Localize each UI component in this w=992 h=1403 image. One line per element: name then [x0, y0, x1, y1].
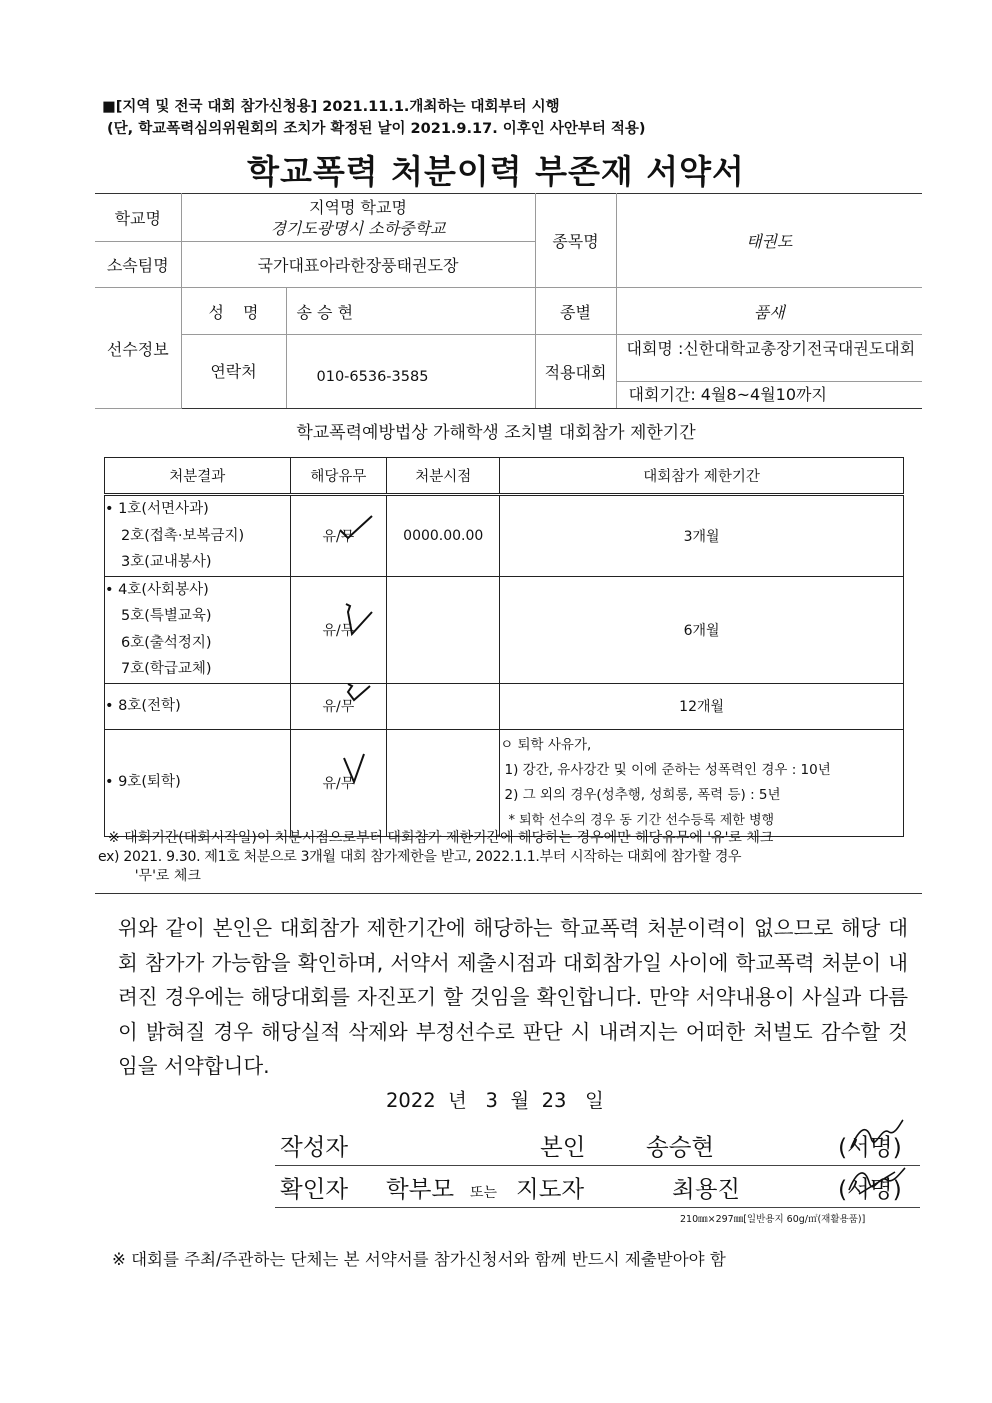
info-table	[95, 193, 922, 409]
row2-applicable: 유/무	[290, 576, 387, 683]
check-mark-icon	[336, 512, 376, 542]
writer-sign-label: (서명)	[838, 1133, 902, 1161]
divider	[95, 893, 922, 894]
writer-label: 작성자	[280, 1133, 349, 1161]
signature-line	[275, 1207, 920, 1208]
signature-line	[275, 1165, 920, 1166]
event-value: 품새	[616, 288, 922, 335]
check-mark-icon	[340, 752, 370, 788]
contact-label: 연락처	[181, 335, 286, 409]
table-row	[105, 683, 904, 729]
row4-items: • 9호(퇴학)	[105, 729, 291, 836]
table-row	[105, 495, 904, 577]
confirm-role-parent: 학부모	[386, 1175, 455, 1203]
name-value: 송 승 현	[286, 288, 535, 335]
school-header: 지역명 학교명	[309, 197, 407, 217]
notice	[102, 96, 646, 140]
competition-period: 대회기간: 4월8~4월10까지	[628, 385, 827, 404]
row1-period: 3개월	[500, 495, 904, 577]
table-row	[105, 729, 904, 836]
date-month: 3	[485, 1089, 498, 1112]
school-cell	[181, 194, 535, 242]
player-label: 선수정보	[95, 288, 181, 409]
row2-period: 6개월	[500, 576, 904, 683]
date-day-unit: 일	[585, 1089, 604, 1112]
note-3: '무'로 체크	[108, 868, 201, 884]
contact-value: 010-6536-3585	[286, 335, 535, 409]
footer-note: ※ 대회를 주최/주관하는 단체는 본 서약서를 참가신청서와 함께 반드시 제출받아야 함	[112, 1250, 726, 1269]
row3-items: • 8호(전학)	[105, 683, 291, 729]
note-block	[98, 829, 774, 886]
header-applicable: 해당유무	[290, 458, 387, 495]
name-label: 성 명	[181, 288, 286, 335]
notice-line-1: ■[지역 및 전국 대회 참가신청용] 2021.11.1.개최하는 대회부터 시행	[102, 99, 560, 115]
date-year: 2022	[386, 1089, 436, 1112]
row2-items: • 4호(사회봉사) 5호(특별교육) 6호(출석정지) 7호(학급교체)	[105, 576, 291, 683]
team-label: 소속팀명	[95, 242, 181, 288]
restriction-subtitle: 학교폭력예방법상 가해학생 조치별 대회참가 제한기간	[296, 423, 696, 443]
table-row	[105, 576, 904, 683]
note-1: ※ 대회기간(대회시작일)이 처분시점으로부터 대회참가 제한기간에 해당하는 경우에만 해당유무에 '유'로 체크	[108, 830, 774, 846]
school-label: 학교명	[95, 194, 181, 242]
competition-name: 대회명 :신한대학교총장기전국대권도대회	[617, 335, 923, 382]
restriction-table	[104, 457, 904, 837]
pledge-text: 위와 같이 본인은 대회참가 제한기간에 해당하는 학교폭력 처분이력이 없으므로 해당 대회 참가가 가능함을 확인하며, 서약서 제출시점과 대회참가일 사이에 학교폭력 처분이 내려진 경우에는 해당대회를 자진포기 할 것임을 확인합니다. 만약 서약내용이 사실과 다름이 밝혀질 경우 해당실적 삭제와 부정선수로 판단 시 내려지는 어떠한 처벌도 감수할 것임을 서약합니다.	[118, 916, 908, 1078]
date-month-unit: 월	[510, 1089, 530, 1112]
document-title: 학교폭력 처분이력 부존재 서약서	[247, 152, 745, 191]
date-day: 23	[541, 1089, 567, 1112]
school-value: 경기도광명시 소하중학교	[270, 218, 446, 238]
signature-icon	[845, 1118, 905, 1158]
notice-line-2: (단, 학교폭력심의위원회의 조치가 확정된 날이 2021.9.17. 이후인 사안부터 적용)	[102, 121, 646, 137]
date-year-unit: 년	[448, 1089, 467, 1112]
header-date: 처분시점	[387, 458, 500, 495]
row3-period: 12개월	[500, 683, 904, 729]
row4-period: ㅇ 퇴학 사유가, 1) 강간, 유사강간 및 이에 준하는 성폭력인 경우 : 10년 2) 그 외의 경우(성추행, 성희롱, 폭력 등) : 5년 * 퇴학 선수의 경우 동 기간 선수등록 제한 병행	[500, 729, 904, 836]
writer-role: 본인	[540, 1133, 586, 1161]
signature-icon	[845, 1164, 907, 1202]
team-value: 국가대표아라한장풍태권도장	[181, 242, 535, 288]
note-2: ex) 2021. 9.30. 제1호 처분으로 3개월 대회 참가제한을 받고, 2022.1.1.부터 시작하는 대회에 참가할 경우	[98, 849, 742, 865]
confirm-or: 또는	[470, 1185, 498, 1201]
confirm-label: 확인자	[280, 1175, 349, 1203]
confirm-role-coach: 지도자	[516, 1175, 585, 1203]
row4-date	[387, 729, 500, 836]
check-mark-icon	[340, 680, 374, 706]
row1-items: • 1호(서면사과) 2호(접촉·보복금지) 3호(교내봉사)	[105, 495, 291, 577]
header-result: 처분결과	[105, 458, 291, 495]
event-label: 종별	[535, 288, 616, 335]
writer-name: 송승현	[646, 1133, 715, 1161]
row3-date	[387, 683, 500, 729]
confirm-sign-label: (서명)	[838, 1175, 902, 1203]
header-period: 대회참가 제한기간	[500, 458, 904, 495]
paper-spec: 210㎜×297㎜[일반용지 60g/㎡(재활용품)]	[680, 1214, 866, 1225]
check-mark-icon	[340, 600, 376, 640]
sport-label: 종목명	[535, 194, 616, 288]
pledge-date	[386, 1085, 604, 1113]
row3-applicable: 유/무	[290, 683, 387, 729]
apply-label: 적용대회	[535, 335, 616, 409]
sport-value: 태권도	[616, 194, 922, 288]
row2-date	[387, 576, 500, 683]
row1-applicable: 유/무	[290, 495, 387, 577]
competition-cell	[616, 335, 922, 409]
row1-date: 0000.00.00	[387, 495, 500, 577]
row4-applicable: 유/무	[290, 729, 387, 836]
confirm-name: 최용진	[672, 1175, 741, 1203]
